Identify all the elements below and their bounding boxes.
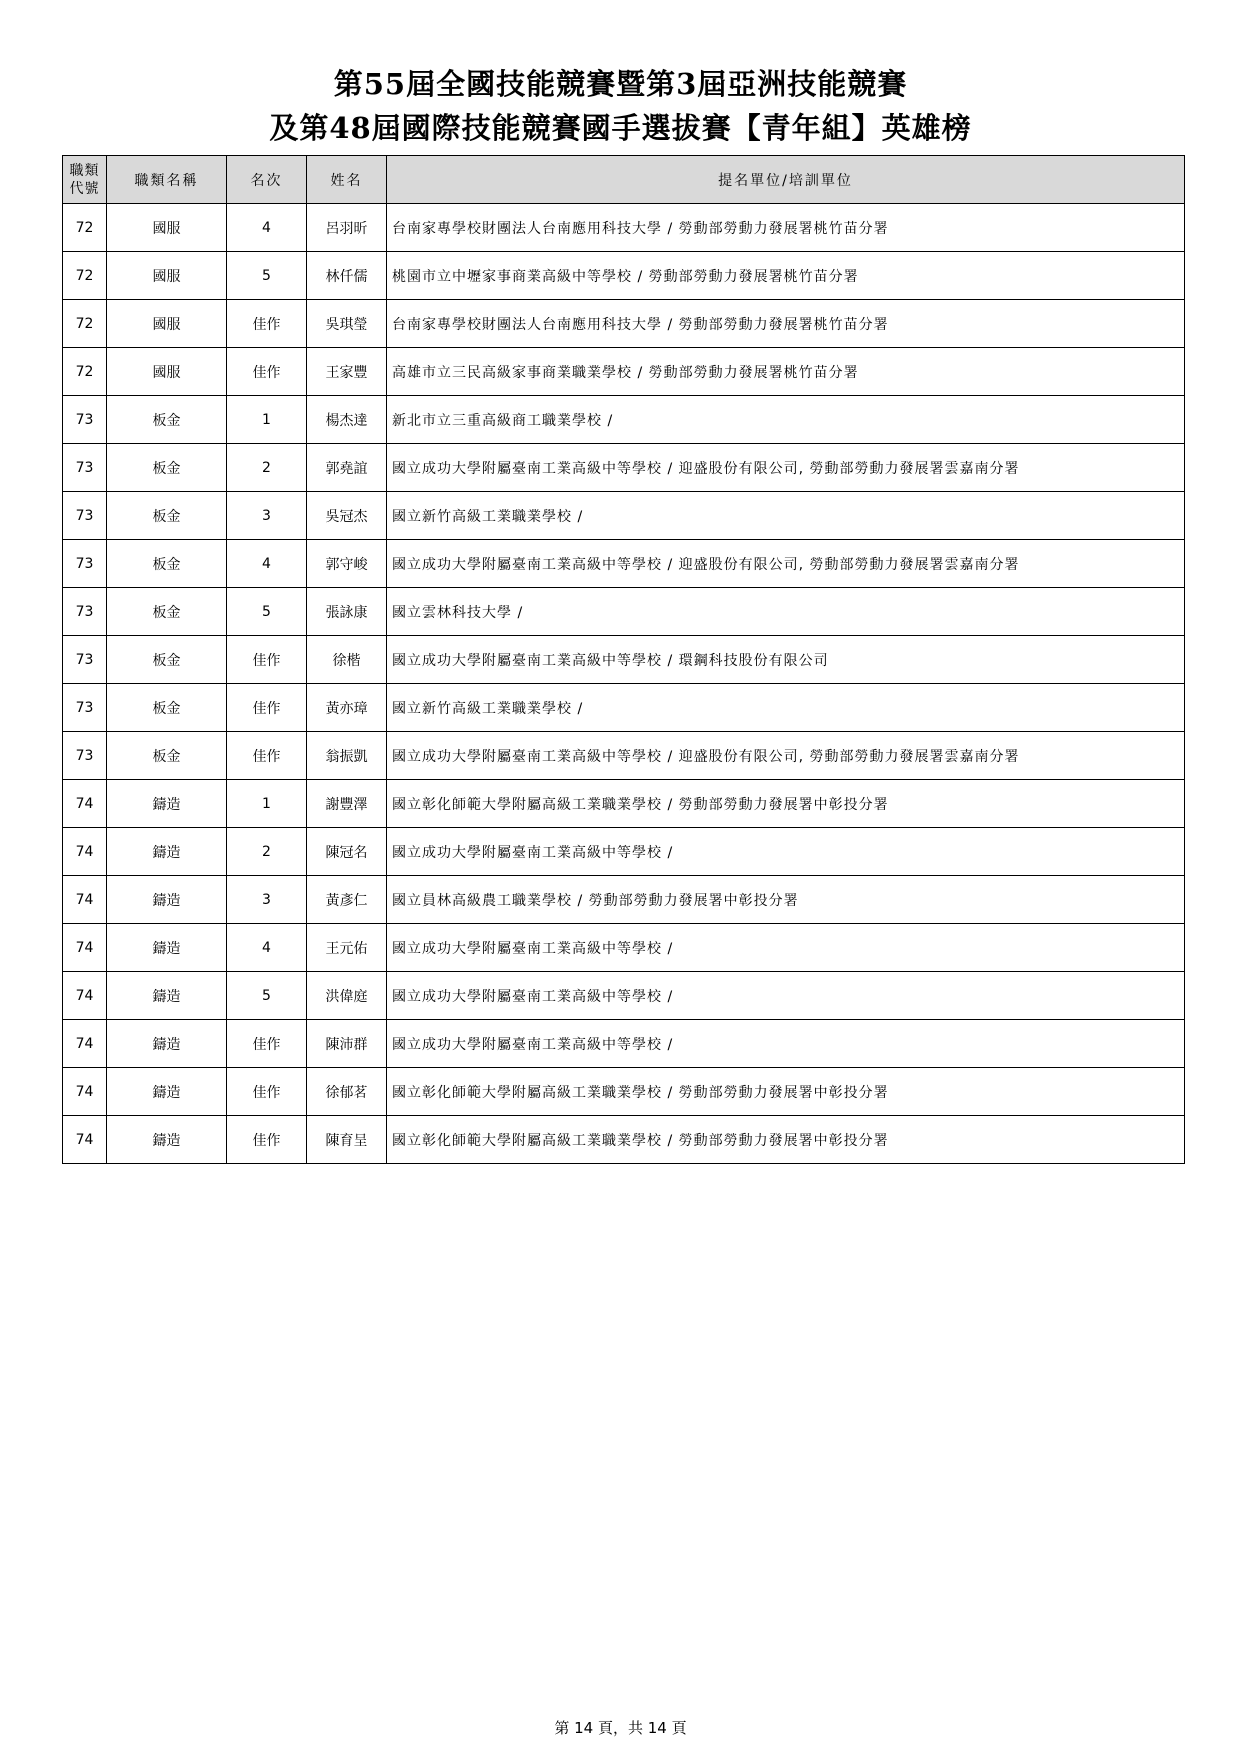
cell-name: 陳冠名 [307,828,387,876]
table-row [63,636,1185,684]
cell-rank: 佳作 [227,684,307,732]
cell-code: 73 [63,732,107,780]
cell-name: 陳沛群 [307,1020,387,1068]
cell-code: 73 [63,444,107,492]
cell-code: 73 [63,588,107,636]
cell-rank: 5 [227,972,307,1020]
cell-category: 板金 [107,396,227,444]
cell-code: 73 [63,492,107,540]
table-row [63,540,1185,588]
cell-name: 王家豐 [307,348,387,396]
cell-rank: 佳作 [227,732,307,780]
cell-org: 國立彰化師範大學附屬高級工業職業學校 / 勞動部勞動力發展署中彰投分署 [387,1116,1185,1164]
cell-rank: 1 [227,396,307,444]
cell-rank: 5 [227,588,307,636]
cell-rank: 佳作 [227,348,307,396]
header-rank: 名次 [227,156,307,204]
cell-org: 國立成功大學附屬臺南工業高級中等學校 / [387,828,1185,876]
cell-code: 74 [63,828,107,876]
cell-name: 吳琪瑩 [307,300,387,348]
header-code-line2: 代號 [69,180,100,197]
page-number: 第 14 頁，共 14 頁 [554,1719,687,1737]
table-row [63,204,1185,252]
cell-category: 鑄造 [107,780,227,828]
table-row [63,876,1185,924]
cell-rank: 3 [227,876,307,924]
cell-code: 72 [63,348,107,396]
cell-code: 74 [63,924,107,972]
table-header-row [63,156,1185,204]
table-row [63,924,1185,972]
cell-category: 鑄造 [107,972,227,1020]
cell-name: 郭守峻 [307,540,387,588]
cell-code: 73 [63,684,107,732]
cell-code: 74 [63,780,107,828]
cell-code: 74 [63,972,107,1020]
cell-category: 鑄造 [107,876,227,924]
cell-org: 桃園市立中壢家事商業高級中等學校 / 勞動部勞動力發展署桃竹苗分署 [387,252,1185,300]
cell-org: 國立成功大學附屬臺南工業高級中等學校 / 環鋼科技股份有限公司 [387,636,1185,684]
cell-rank: 2 [227,444,307,492]
cell-code: 72 [63,252,107,300]
table-row [63,780,1185,828]
cell-name: 呂羽昕 [307,204,387,252]
cell-org: 台南家專學校財團法人台南應用科技大學 / 勞動部勞動力發展署桃竹苗分署 [387,300,1185,348]
table-row [63,396,1185,444]
cell-org: 國立員林高級農工職業學校 / 勞動部勞動力發展署中彰投分署 [387,876,1185,924]
cell-rank: 4 [227,924,307,972]
header-name: 姓名 [307,156,387,204]
cell-category: 國服 [107,300,227,348]
table-row [63,732,1185,780]
cell-org: 國立雲林科技大學 / [387,588,1185,636]
cell-rank: 3 [227,492,307,540]
table-row [63,492,1185,540]
cell-category: 板金 [107,540,227,588]
cell-org: 國立彰化師範大學附屬高級工業職業學校 / 勞動部勞動力發展署中彰投分署 [387,1068,1185,1116]
cell-code: 74 [63,1068,107,1116]
cell-org: 國立彰化師範大學附屬高級工業職業學校 / 勞動部勞動力發展署中彰投分署 [387,780,1185,828]
cell-name: 徐郁茗 [307,1068,387,1116]
cell-category: 鑄造 [107,1116,227,1164]
cell-rank: 2 [227,828,307,876]
cell-code: 73 [63,540,107,588]
cell-name: 黃彥仁 [307,876,387,924]
cell-name: 徐楷 [307,636,387,684]
cell-category: 國服 [107,348,227,396]
cell-name: 洪偉庭 [307,972,387,1020]
header-org: 提名單位/培訓單位 [387,156,1185,204]
cell-org: 新北市立三重高級商工職業學校 / [387,396,1185,444]
table-row [63,828,1185,876]
table-row [63,972,1185,1020]
header-category: 職類名稱 [107,156,227,204]
table-row [63,684,1185,732]
cell-name: 楊杰達 [307,396,387,444]
document-title [0,62,1241,150]
cell-rank: 佳作 [227,1116,307,1164]
cell-category: 國服 [107,204,227,252]
cell-code: 74 [63,1020,107,1068]
cell-name: 翁振凱 [307,732,387,780]
title-line-1: 第55屆全國技能競賽暨第3屆亞洲技能競賽 [333,67,908,101]
cell-name: 謝豐澤 [307,780,387,828]
cell-org: 國立新竹高級工業職業學校 / [387,684,1185,732]
honor-roll-table [62,155,1185,1164]
cell-code: 74 [63,876,107,924]
cell-rank: 4 [227,540,307,588]
cell-code: 74 [63,1116,107,1164]
cell-category: 板金 [107,444,227,492]
cell-category: 板金 [107,588,227,636]
table-row [63,1020,1185,1068]
title-line-2: 及第48屆國際技能競賽國手選拔賽【青年組】英雄榜 [269,111,972,145]
cell-name: 吳冠杰 [307,492,387,540]
cell-category: 鑄造 [107,924,227,972]
cell-code: 73 [63,396,107,444]
cell-category: 鑄造 [107,828,227,876]
cell-org: 國立成功大學附屬臺南工業高級中等學校 / 迎盛股份有限公司, 勞動部勞動力發展署雲嘉南分署 [387,732,1185,780]
cell-category: 國服 [107,252,227,300]
cell-org: 國立成功大學附屬臺南工業高級中等學校 / [387,1020,1185,1068]
table-row [63,1116,1185,1164]
cell-rank: 佳作 [227,1068,307,1116]
cell-rank: 1 [227,780,307,828]
cell-rank: 4 [227,204,307,252]
cell-category: 鑄造 [107,1068,227,1116]
cell-category: 板金 [107,636,227,684]
header-code [63,156,107,204]
table-row [63,444,1185,492]
cell-name: 郭堯誼 [307,444,387,492]
cell-name: 王元佑 [307,924,387,972]
cell-org: 國立成功大學附屬臺南工業高級中等學校 / [387,972,1185,1020]
cell-category: 板金 [107,732,227,780]
header-code-line1: 職類 [69,162,100,179]
cell-name: 林仟儒 [307,252,387,300]
cell-code: 72 [63,300,107,348]
cell-org: 國立成功大學附屬臺南工業高級中等學校 / 迎盛股份有限公司, 勞動部勞動力發展署雲嘉南分署 [387,540,1185,588]
table-row [63,252,1185,300]
cell-name: 張詠康 [307,588,387,636]
cell-rank: 5 [227,252,307,300]
cell-category: 板金 [107,492,227,540]
cell-category: 板金 [107,684,227,732]
cell-rank: 佳作 [227,636,307,684]
cell-name: 黃亦璋 [307,684,387,732]
cell-code: 72 [63,204,107,252]
cell-rank: 佳作 [227,300,307,348]
cell-category: 鑄造 [107,1020,227,1068]
table-row [63,1068,1185,1116]
cell-org: 國立新竹高級工業職業學校 / [387,492,1185,540]
cell-code: 73 [63,636,107,684]
table-row [63,588,1185,636]
table-body [63,204,1185,1164]
cell-rank: 佳作 [227,1020,307,1068]
cell-org: 國立成功大學附屬臺南工業高級中等學校 / 迎盛股份有限公司, 勞動部勞動力發展署雲嘉南分署 [387,444,1185,492]
cell-name: 陳育呈 [307,1116,387,1164]
table-row [63,348,1185,396]
cell-org: 台南家專學校財團法人台南應用科技大學 / 勞動部勞動力發展署桃竹苗分署 [387,204,1185,252]
cell-org: 國立成功大學附屬臺南工業高級中等學校 / [387,924,1185,972]
table-row [63,300,1185,348]
cell-org: 高雄市立三民高級家事商業職業學校 / 勞動部勞動力發展署桃竹苗分署 [387,348,1185,396]
